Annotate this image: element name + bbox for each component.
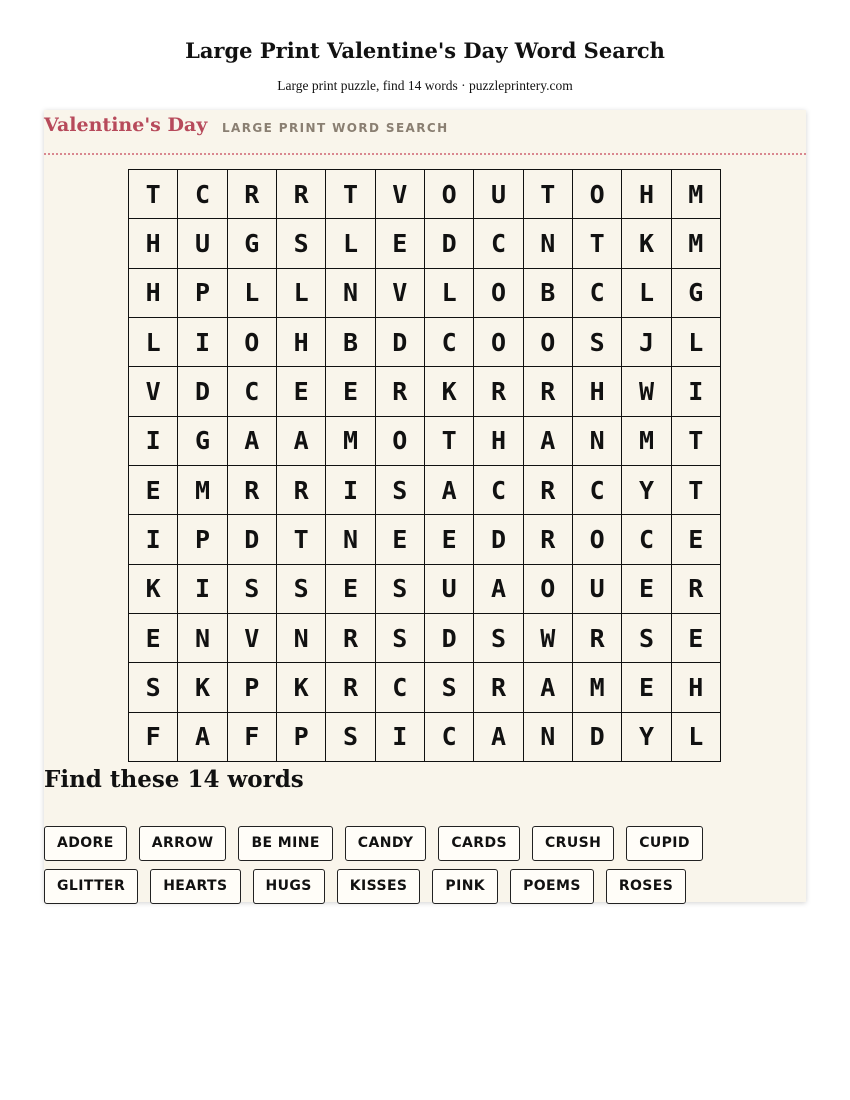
word-chip: CUPID (626, 826, 703, 861)
grid-cell: U (425, 565, 474, 614)
grid-cell: V (376, 269, 425, 318)
grid-cell: L (326, 219, 375, 268)
grid-cell: P (178, 515, 227, 564)
grid-cell: A (524, 417, 573, 466)
grid-cell: D (474, 515, 523, 564)
grid-cell: W (524, 614, 573, 663)
word-chip: KISSES (337, 869, 421, 904)
grid-cell: S (622, 614, 671, 663)
grid-cell: B (326, 318, 375, 367)
letter-grid (128, 169, 721, 762)
grid-cell: R (228, 466, 277, 515)
grid-cell: E (425, 515, 474, 564)
grid-cell: E (622, 565, 671, 614)
grid-cell: F (228, 713, 277, 762)
grid-cell: N (178, 614, 227, 663)
grid-cell: R (277, 466, 326, 515)
word-chip: HUGS (253, 869, 325, 904)
grid-cell: V (228, 614, 277, 663)
grid-cell: S (326, 713, 375, 762)
grid-cell: C (376, 663, 425, 712)
grid-cell: O (425, 170, 474, 219)
grid-cell: T (129, 170, 178, 219)
grid-cell: D (228, 515, 277, 564)
page-title: Large Print Valentine's Day Word Search (185, 38, 665, 63)
grid-cell: U (474, 170, 523, 219)
grid-cell: R (474, 367, 523, 416)
grid-cell: M (672, 170, 721, 219)
grid-cell: S (376, 565, 425, 614)
grid-cell: S (129, 663, 178, 712)
grid-cell: N (524, 219, 573, 268)
grid-cell: S (425, 663, 474, 712)
grid-cell: C (474, 466, 523, 515)
grid-cell: L (129, 318, 178, 367)
grid-cell: A (474, 565, 523, 614)
card-header (44, 110, 806, 155)
grid-cell: I (178, 318, 227, 367)
grid-cell: A (277, 417, 326, 466)
grid-cell: D (573, 713, 622, 762)
grid-cell: E (376, 515, 425, 564)
grid-cell: N (573, 417, 622, 466)
grid-cell: S (277, 565, 326, 614)
grid-cell: N (277, 614, 326, 663)
grid-cell: I (129, 515, 178, 564)
grid-cell: K (129, 565, 178, 614)
grid-cell: C (178, 170, 227, 219)
grid-cell: D (376, 318, 425, 367)
word-chip: HEARTS (150, 869, 240, 904)
grid-cell: A (524, 663, 573, 712)
grid-cell: T (672, 466, 721, 515)
grid-cell: H (573, 367, 622, 416)
grid-cell: H (622, 170, 671, 219)
grid-cell: C (622, 515, 671, 564)
grid-cell: K (622, 219, 671, 268)
word-chip: ADORE (44, 826, 127, 861)
grid-cell: O (474, 318, 523, 367)
grid-cell: H (672, 663, 721, 712)
grid-cell: R (376, 367, 425, 416)
grid-cell: W (622, 367, 671, 416)
grid-cell: G (178, 417, 227, 466)
grid-cell: S (376, 614, 425, 663)
grid-cell: T (524, 170, 573, 219)
grid-cell: N (524, 713, 573, 762)
grid-cell: S (277, 219, 326, 268)
grid-cell: H (474, 417, 523, 466)
grid-cell: I (129, 417, 178, 466)
grid-cell: E (129, 614, 178, 663)
grid-cell: R (277, 170, 326, 219)
word-chip: POEMS (510, 869, 594, 904)
word-chip: PINK (432, 869, 498, 904)
grid-cell: L (277, 269, 326, 318)
grid-cell: B (524, 269, 573, 318)
grid-cell: O (376, 417, 425, 466)
grid-cell: Y (622, 466, 671, 515)
grid-cell: D (425, 219, 474, 268)
grid-cell: M (326, 417, 375, 466)
grid-cell: O (524, 318, 573, 367)
grid-cell: I (326, 466, 375, 515)
grid-cell: O (474, 269, 523, 318)
word-bank (44, 826, 806, 904)
grid-cell: I (178, 565, 227, 614)
word-chip: CARDS (438, 826, 520, 861)
word-chip: ROSES (606, 869, 686, 904)
grid-cell: M (622, 417, 671, 466)
page-subtitle: Large print puzzle, find 14 words · puzzleprintery.com (277, 78, 573, 93)
grid-cell: R (326, 663, 375, 712)
grid-cell: O (228, 318, 277, 367)
card-title: Valentine's Day (44, 114, 208, 136)
grid-cell: V (376, 170, 425, 219)
grid-cell: H (277, 318, 326, 367)
grid-cell: U (573, 565, 622, 614)
puzzle-card (44, 110, 806, 902)
grid-cell: E (376, 219, 425, 268)
word-chip: CRUSH (532, 826, 614, 861)
grid-cell: E (672, 614, 721, 663)
grid-cell: R (228, 170, 277, 219)
grid-cell: E (672, 515, 721, 564)
grid-cell: P (228, 663, 277, 712)
word-chip: BE MINE (238, 826, 332, 861)
grid-cell: R (573, 614, 622, 663)
grid-cell: T (326, 170, 375, 219)
grid-cell: T (425, 417, 474, 466)
grid-cell: C (228, 367, 277, 416)
grid-cell: G (228, 219, 277, 268)
grid-cell: A (228, 417, 277, 466)
grid-cell: M (178, 466, 227, 515)
grid-cell: S (573, 318, 622, 367)
grid-cell: E (622, 663, 671, 712)
grid-cell: E (277, 367, 326, 416)
grid-cell: I (376, 713, 425, 762)
grid-cell: C (425, 318, 474, 367)
grid-cell: R (326, 614, 375, 663)
grid-cell: E (326, 565, 375, 614)
grid-cell: K (178, 663, 227, 712)
grid-cell: C (573, 269, 622, 318)
grid-cell: R (672, 565, 721, 614)
grid-cell: O (573, 170, 622, 219)
grid-cell: L (672, 318, 721, 367)
word-chip: ARROW (139, 826, 227, 861)
grid-cell: F (129, 713, 178, 762)
grid-cell: I (672, 367, 721, 416)
card-kicker: LARGE PRINT WORD SEARCH (222, 121, 449, 135)
grid-cell: H (129, 219, 178, 268)
grid-cell: C (573, 466, 622, 515)
grid-cell: M (672, 219, 721, 268)
grid-cell: T (672, 417, 721, 466)
grid-cell: A (474, 713, 523, 762)
grid-cell: H (129, 269, 178, 318)
grid-cell: O (524, 565, 573, 614)
grid-cell: L (672, 713, 721, 762)
word-chip: GLITTER (44, 869, 138, 904)
grid-cell: V (129, 367, 178, 416)
grid-cell: L (622, 269, 671, 318)
grid-cell: D (178, 367, 227, 416)
grid-cell: N (326, 269, 375, 318)
grid-cell: R (474, 663, 523, 712)
grid-cell: R (524, 466, 573, 515)
grid-cell: M (573, 663, 622, 712)
grid-cell: J (622, 318, 671, 367)
grid-cell: G (672, 269, 721, 318)
grid-cell: A (178, 713, 227, 762)
grid-cell: Y (622, 713, 671, 762)
word-chip: CANDY (345, 826, 427, 861)
grid-cell: A (425, 466, 474, 515)
grid-cell: T (573, 219, 622, 268)
grid-cell: D (425, 614, 474, 663)
word-list-heading: Find these 14 words (44, 766, 304, 793)
grid-cell: K (277, 663, 326, 712)
grid-cell: T (277, 515, 326, 564)
grid-cell: E (326, 367, 375, 416)
grid-cell: K (425, 367, 474, 416)
grid-cell: L (425, 269, 474, 318)
grid-cell: P (178, 269, 227, 318)
grid-cell: U (178, 219, 227, 268)
grid-cell: P (277, 713, 326, 762)
grid-cell: C (425, 713, 474, 762)
grid-cell: N (326, 515, 375, 564)
grid-cell: S (376, 466, 425, 515)
grid-cell: O (573, 515, 622, 564)
grid-cell: E (129, 466, 178, 515)
grid-cell: L (228, 269, 277, 318)
grid-cell: C (474, 219, 523, 268)
grid-cell: S (228, 565, 277, 614)
grid-cell: S (474, 614, 523, 663)
grid-cell: R (524, 515, 573, 564)
grid-cell: R (524, 367, 573, 416)
